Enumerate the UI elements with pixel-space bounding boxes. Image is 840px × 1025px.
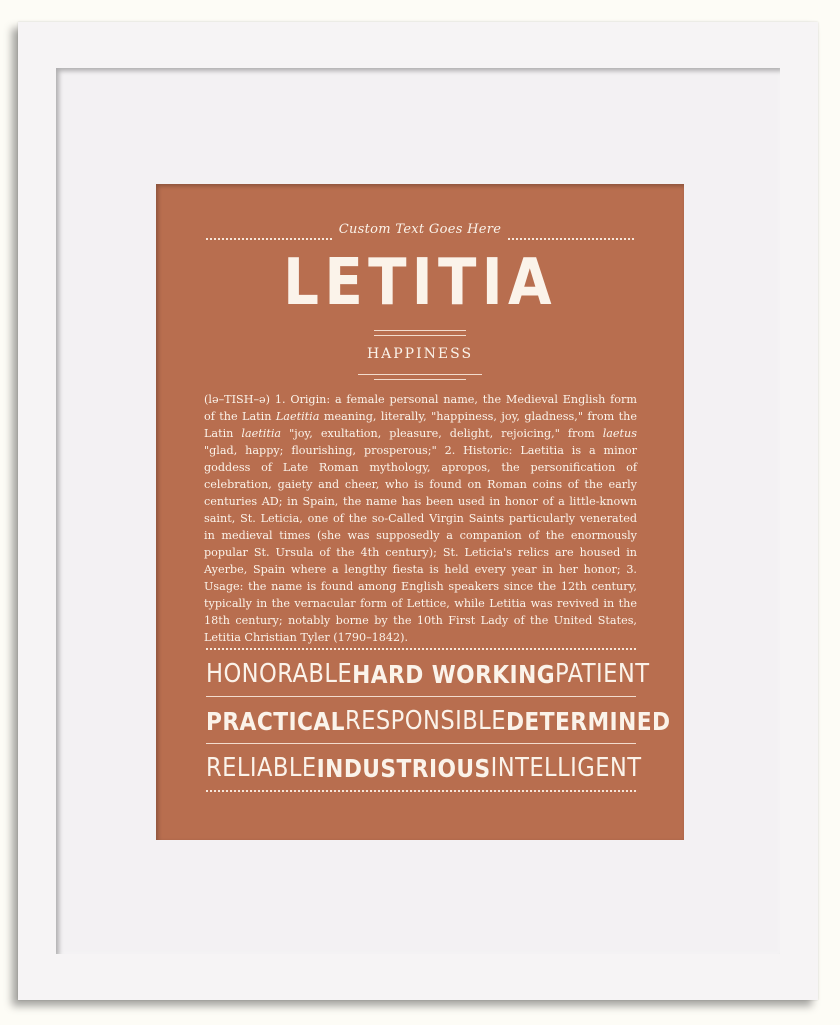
definition-text-4: "glad, happy; flourishing, prosperous;" 2. Historic: Laetitia is a minor goddess of Late Roman mythology, apropos, the personification of celebration, gaiety and cheer, who is found on Roman coins of the early centuries AD; in Spain, the name has been used in honor of a little-known saint, St. Leticia, one of the so-Called Virgin Saints particularly venerated in medieval times (she was supposedly a companion of the enormously popular St. Ursula of the 4th century); St. Leticia's relics are housed in Ayerbe, Spain where a lengthy fiesta is held every year in her honor; 3. Usage: the name is found among English speakers since the 12th century, typically in the vernacular form of Lettice, while Letitia was revived in the 18th century; notably borne by the 10th First Lady of the United States, Letitia Christian Tyler (1790–1842). [204,444,637,644]
traits-dots-top [206,648,636,650]
definition-text-3: "joy, exultation, pleasure, delight, rejoicing," from [281,427,603,440]
meaning-rule-bottom-2 [374,379,466,380]
trait: PATIENT [555,659,650,689]
trait: DETERMINED [505,706,671,736]
poster-name: LETITIA [283,246,557,320]
trait-separator-1 [206,696,636,697]
name-definition [204,391,637,646]
trait: HONORABLE [206,659,353,689]
trait: INTELLIGENT [490,753,642,783]
meaning-rule-top-1 [374,330,466,331]
definition-text-2: meaning, literally, "happiness, joy, gladness," from the Latin [204,410,637,440]
trait: HARD WORKING [352,659,556,689]
trait: RESPONSIBLE [344,706,506,736]
traits-dots-bottom [206,790,636,792]
definition-italic-1: Laetitia [275,410,320,423]
meaning-rule-top-2 [374,335,466,336]
trait-row-2 [206,702,671,740]
trait-row-1 [206,655,650,693]
trait: RELIABLE [206,753,317,783]
trait-separator-2 [206,743,636,744]
trait: INDUSTRIOUS [316,753,491,783]
definition-text-1: (lə–TISH–ə) 1. Origin: a female personal name, the Medieval English form of the Latin [204,393,637,423]
definition-italic-2: laetitia [241,427,282,440]
meaning-rule-bottom-1 [358,374,482,375]
tagline: Custom Text Goes Here [338,222,502,237]
trait-row-3 [206,749,642,787]
definition-italic-3: laetus [602,427,637,440]
name-poster [156,184,684,840]
name-meaning: HAPPINESS [366,346,474,362]
tagline-dots-left [206,238,332,240]
trait: PRACTICAL [206,706,345,736]
tagline-dots-right [508,238,634,240]
